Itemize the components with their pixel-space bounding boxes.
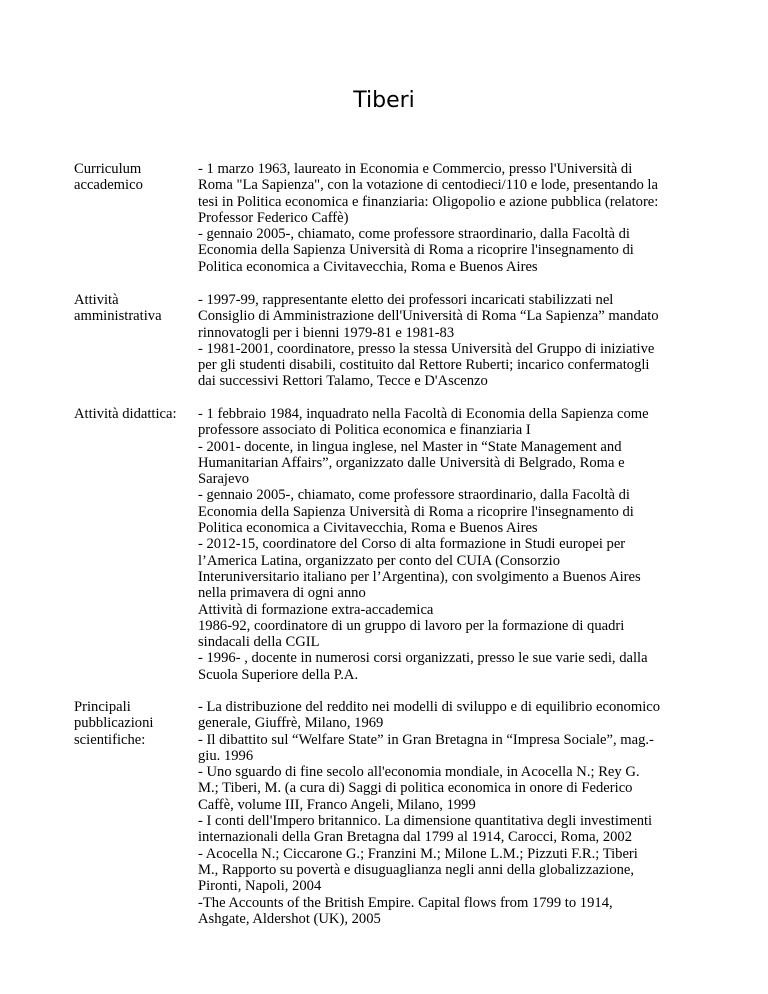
- section-label-line: Attività didattica:: [74, 406, 177, 422]
- text-line: 1986-92, coordinatore di un gruppo di lavoro per la formazione di quadri: [198, 617, 625, 634]
- section-label-line: scientifiche:: [74, 731, 146, 748]
- text-line: - gennaio 2005-, chiamato, come professore straordinario, dalla Facoltà di: [198, 226, 630, 243]
- text-line: Politica economica a Civitavecchia, Roma e Buenos Aires: [198, 258, 538, 275]
- section-label-line: accademico: [74, 177, 143, 194]
- text-line: professore associato di Politica economica e finanziaria I: [198, 422, 531, 439]
- section-label-line: Attività: [74, 292, 119, 308]
- text-line: l’America Latina, organizzato per conto del CUIA (Consorzio: [198, 552, 561, 569]
- text-line: giu. 1996: [198, 747, 254, 764]
- text-line: M.; Tiberi, M. (a cura di) Saggi di politica economica in onore di Federico: [198, 780, 633, 797]
- text-line: per gli studenti disabili, costituito dal Rettore Ruberti; incarico confermatogli: [198, 357, 650, 374]
- text-line: Economia della Sapienza Università di Roma a ricoprire l'insegnamento di: [198, 503, 634, 520]
- text-line: -The Accounts of the British Empire. Capital flows from 1799 to 1914,: [198, 894, 613, 911]
- section-label-line: Curriculum: [74, 161, 142, 177]
- section-body: [198, 292, 708, 390]
- text-line: Economia della Sapienza Università di Roma a ricoprire l'insegnamento di: [198, 242, 634, 259]
- text-line: Scuola Superiore della P.A.: [198, 666, 359, 683]
- section-label-line: amministrativa: [74, 308, 162, 325]
- text-line: generale, Giuffrè, Milano, 1969: [198, 715, 384, 732]
- text-line: Pironti, Napoli, 2004: [198, 878, 322, 895]
- text-line: - 1981-2001, coordinatore, presso la stessa Università del Gruppo di iniziative: [198, 340, 655, 357]
- text-line: Sarajevo: [198, 471, 250, 488]
- text-line: - 2001- docente, in lingua inglese, nel Master in “State Management and: [198, 438, 622, 455]
- text-line: Humanitarian Affairs”, organizzato dalle Università di Belgrado, Roma e: [198, 454, 625, 471]
- text-line: Professor Federico Caffè): [198, 209, 349, 226]
- text-line: Ashgate, Aldershot (UK), 2005: [198, 910, 381, 927]
- text-line: - La distribuzione del reddito nei modelli di sviluppo e di equilibrio economico: [198, 699, 661, 715]
- text-line: - 2012-15, coordinatore del Corso di alta formazione in Studi europei per: [198, 536, 626, 553]
- text-line: - Acocella N.; Ciccarone G.; Franzini M.; Milone L.M.; Pizzuti F.R.; Tiberi: [198, 845, 638, 862]
- section-label: [74, 161, 184, 194]
- text-line: Politica economica a Civitavecchia, Roma e Buenos Aires: [198, 520, 538, 537]
- text-line: internazionali della Gran Bretagna dal 1799 al 1914, Carocci, Roma, 2002: [198, 829, 633, 846]
- section-label: [74, 406, 184, 422]
- text-line: nella primavera di ogni anno: [198, 585, 366, 602]
- text-line: dai successivi Rettori Talamo, Tecce e D'Ascenzo: [198, 373, 488, 390]
- section-label: [74, 699, 184, 748]
- section-body: [198, 699, 708, 927]
- text-line: - 1 marzo 1963, laureato in Economia e Commercio, presso l'Università di: [198, 161, 633, 177]
- text-line: Attività di formazione extra-accademica: [198, 601, 434, 618]
- section-body: [198, 161, 708, 275]
- text-line: Consiglio di Amministrazione dell'Università di Roma “La Sapienza” mandato: [198, 308, 659, 325]
- page-title: Tiberi: [353, 88, 415, 113]
- text-line: Roma "La Sapienza", con la votazione di centodieci/110 e lode, presentando la: [198, 177, 658, 194]
- text-line: tesi in Politica economica e finanziaria: Oligopolio e azione pubblica (relatore:: [198, 193, 659, 210]
- section-label-line: pubblicazioni: [74, 715, 154, 732]
- text-line: sindacali della CGIL: [198, 634, 320, 651]
- text-line: - gennaio 2005-, chiamato, come professore straordinario, dalla Facoltà di: [198, 487, 630, 504]
- text-line: - Uno sguardo di fine secolo all'economia mondiale, in Acocella N.; Rey G.: [198, 764, 640, 781]
- section-label-line: Principali: [74, 699, 131, 715]
- text-line: - 1 febbraio 1984, inquadrato nella Facoltà di Economia della Sapienza come: [198, 406, 649, 422]
- text-line: M., Rapporto su povertà e disuguaglianza negli anni della globalizzazione,: [198, 861, 635, 878]
- text-line: - 1997-99, rappresentante eletto dei professori incaricati stabilizzati nel: [198, 292, 614, 308]
- text-line: rinnovatogli per i bienni 1979-81 e 1981-83: [198, 324, 455, 341]
- text-line: Interuniversitario italiano per l’Argentina), con svolgimento a Buenos Aires: [198, 568, 641, 585]
- section-label: [74, 292, 184, 325]
- text-line: - Il dibattito sul “Welfare State” in Gran Bretagna in “Impresa Sociale”, mag.-: [198, 731, 654, 748]
- section-body: [198, 406, 708, 683]
- text-line: - 1996- , docente in numerosi corsi organizzati, presso le sue varie sedi, dalla: [198, 650, 648, 667]
- text-line: - I conti dell'Impero britannico. La dimensione quantitativa degli investimenti: [198, 813, 653, 830]
- text-line: Caffè, volume III, Franco Angeli, Milano, 1999: [198, 796, 476, 813]
